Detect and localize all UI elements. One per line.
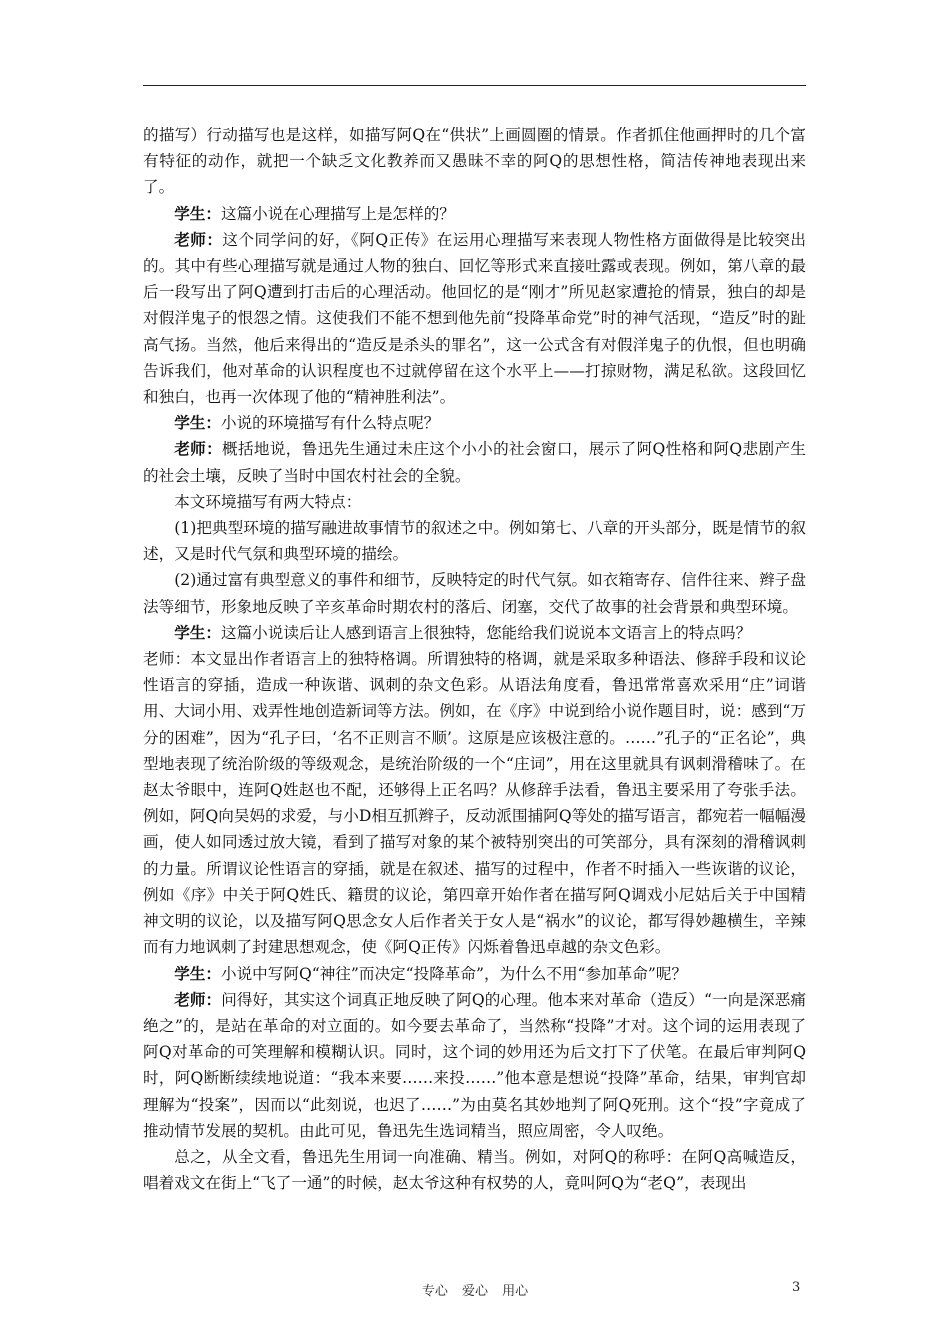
speaker-label: 学生： [174,413,221,433]
header-rule [143,85,806,86]
paragraph [143,122,806,201]
paragraph [143,1144,806,1196]
paragraph [143,489,806,515]
paragraph-text: 概括地说，鲁迅先生通过未庄这个小小的社会窗口，展示了阿Q性格和阿Q悲剧产生的社会土壤，反映了当时中国农村社会的全貌。 [143,440,806,485]
paragraph [143,987,806,1144]
speaker-label: 老师： [174,229,223,249]
speaker-label: 学生： [174,622,221,642]
paragraph-text: 的描写）行动描写也是这样，如描写阿Q在“供状”上画圆圈的情景。作者抓住他画押时的几个富有特征的动作，就把一个缺乏文化教养而又愚昧不幸的阿Q的思想性格，简洁传神地表现出来了。 [143,126,806,197]
paragraph [143,227,806,410]
paragraph-text: 本文环境描写有两大特点： [174,492,362,511]
paragraph-text: 小说中写阿Q“神往”而决定“投降革命”，为什么不用“参加革命”呢？ [220,964,688,983]
speaker-label: 老师： [174,989,222,1009]
paragraph [143,567,806,619]
paragraph-text: 小说的环境描写有什么特点呢？ [220,414,440,433]
page-number: 3 [792,1280,801,1295]
paragraph-text: 这篇小说在心理描写上是怎样的？ [220,204,455,223]
paragraph [143,201,806,227]
paragraph [143,515,806,567]
paragraph-text: 这篇小说读后让人感到语言上很独特，您能给我们说说本文语言上的特点吗？ [220,623,752,642]
paragraph [143,620,806,646]
paragraph-text: 总之，从全文看，鲁迅先生用词一向准确、精当。例如，对阿Q的称呼：在阿Q高喊造反，唱着戏文在街上“飞了一通”的时候，赵太爷这种有权势的人，竟叫阿Q为“老Q”，表现出 [143,1147,806,1193]
paragraph-text: (1)把典型环境的描写融进故事情节的叙述之中。例如第七、八章的开头部分，既是情节的叙述，又是时代气氛和典型环境的描绘。 [143,519,806,564]
speaker-label: 学生： [174,963,221,983]
paragraph [143,961,806,987]
paragraph [143,646,806,960]
paragraph-text: 老师：本文显出作者语言上的独特格调。所谓独特的格调，就是采取多种语法、修辞手段和议论性语言的穿插，造成一种诙谐、讽刺的杂文色彩。从语法角度看，鲁迅常常喜欢采用“庄”词谐用、大词小用、戏弄性地创造新词等方法。例如，在《序》中说到给小说作题目时，说：感到“万分的困难”，因为“孔子曰，‘名不正则言不顺’。这原是应该极注意的。……”孔子的“正名论”，典型地表现了统治阶级的等级观念，是统治阶级的一个“庄词”，用在这里就具有讽刺滑稽味了。在赵太爷眼中，连阿Q姓赵也不配，还够得上正名吗？从修辞手法看，鲁迅主要采用了夸张手法。例如，阿Q向吴妈的求爱，与小D相互抓辫子，反动派围捕阿Q等处的描写语言，都宛若一幅幅漫画，使人如同透过放大镜，看到了描写对象的某个被特别突出的可笑部分，具有深刻的滑稽讽刺的力量。所谓议论性语言的穿插，就是在叙述、描写的过程中，作者不时插入一些诙谐的议论，例如《序》中关于阿Q姓氏、籍贯的议论，第四章开始作者在描写阿Q调戏小尼姑后关于中国精神文明的议论，以及描写阿Q思念女人后作者关于女人是“祸水”的议论，都写得妙趣横生，辛辣而有力地讽刺了封建思想观念，使《阿Q正传》闪烁着鲁迅卓越的杂文色彩。 [143,650,806,957]
document-body [143,122,806,1196]
paragraph-text: (2)通过富有典型意义的事件和细节，反映特定的时代气氛。如衣箱寄存、信件往来、辫子盘法等细节，形象地反映了辛亥革命时期农村的落后、闭塞，交代了故事的社会背景和典型环境。 [143,571,806,616]
paragraph [143,436,806,488]
paragraph-text: 这个同学问的好，《阿Q正传》在运用心理描写来表现人物性格方面做得是比较突出的。其中有些心理描写就是通过人物的独白、回忆等形式来直接吐露或表现。例如，第八章的最后一段写出了阿Q遭到打击后的心理活动。他回忆的是“刚才”所见赵家遭抢的情景，独白的却是对假洋鬼子的恨怨之情。这使我们不能不想到他先前“投降革命党”时的神气活现，“造反”时的趾高气扬。当然，他后来得出的“造反是杀头的罪名”，这一公式含有对假洋鬼子的仇恨，但也明确告诉我们，他对革命的认识程度也不过就停留在这个水平上——打掠财物，满足私欲。这段回忆和独白，也再一次体现了他的“精神胜利法”。 [143,230,806,407]
speaker-label: 老师： [174,439,223,459]
paragraph [143,410,806,436]
speaker-label: 学生： [174,203,221,223]
footer-motto: 专心 爱心 用心 [421,1284,529,1299]
paragraph-text: 问得好，其实这个词真正地反映了阿Q的心理。他本来对革命（造反）“一向是深恶痛绝之”的，是站在革命的对立面的。如今要去革命了，当然称“投降”才对。这个词的运用表现了阿Q对革命的可笑理解和模糊认识。同时，这个词的妙用还为后文打下了伏笔。在最后审判阿Q时，阿Q断断续续地说道：“我本来要……来投……”他本意是想说“投降”革命，结果，审判官却理解为“投案”，因而以“此刻说，也迟了……”为由莫名其妙地判了阿Q死刑。这个“投”字竟成了推动情节发展的契机。由此可见，鲁迅先生选词精当，照应周密，令人叹绝。 [143,990,806,1140]
